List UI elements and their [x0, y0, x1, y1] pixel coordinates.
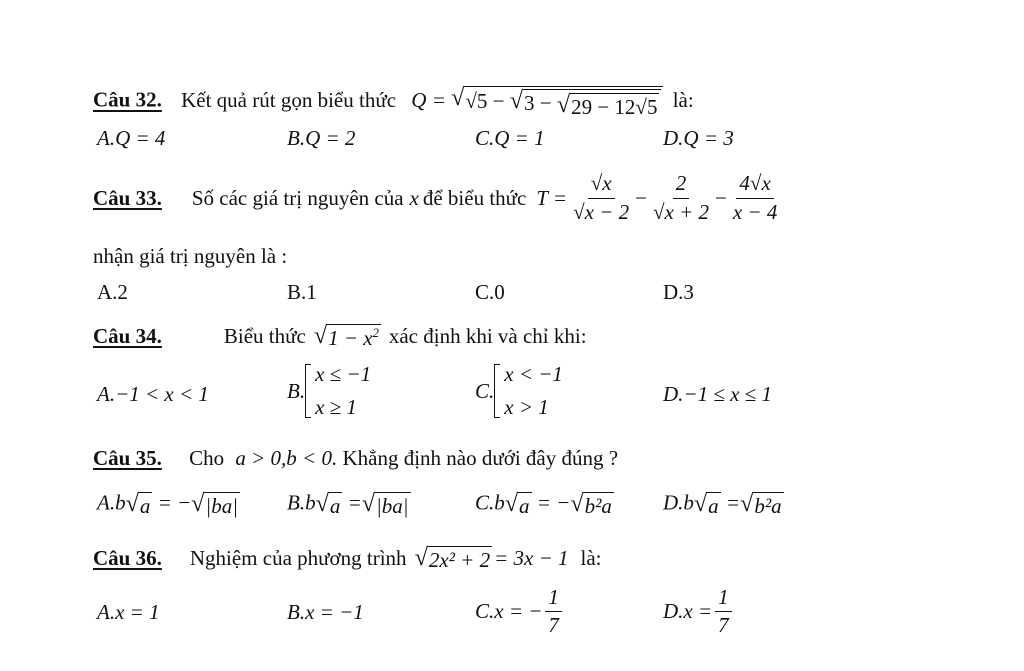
sqrt-icon: √ — [451, 84, 465, 111]
option-b[interactable]: B.x = −1 — [287, 600, 364, 624]
minus-sign: − — [635, 185, 647, 210]
sqrt-icon: √ — [414, 544, 428, 571]
expression-lhs: Q = — [411, 87, 446, 112]
question-suffix: là: — [672, 87, 694, 112]
option-a[interactable] — [97, 492, 240, 517]
fraction-1 — [570, 172, 632, 223]
sqrt-icon: √ — [191, 490, 205, 517]
option-prefix: D.b — [663, 490, 694, 515]
radicand: 2x² + 2 — [428, 548, 491, 572]
option-a[interactable]: A.Q = 4 — [97, 126, 166, 150]
radical-expression — [415, 546, 493, 571]
minus-sign: − — [715, 185, 727, 210]
condition-line: x ≥ 1 — [315, 395, 357, 419]
equation-rhs: = 3x − 1 — [494, 546, 569, 571]
option-b[interactable] — [287, 492, 411, 517]
question-text: Kết quả rút gọn biểu thức — [181, 87, 397, 112]
question-text: Biểu thức — [223, 324, 306, 349]
fraction — [715, 586, 732, 637]
option-d[interactable] — [663, 492, 784, 517]
question-label: Câu 34. — [93, 324, 162, 349]
radicand: b²a — [754, 494, 782, 518]
question-32 — [93, 86, 694, 118]
question-text-2: để biểu thức — [422, 185, 527, 210]
expression-lhs: T = — [536, 185, 568, 210]
sqrt-icon: √ — [693, 490, 708, 517]
fraction-2 — [650, 172, 712, 223]
sqrt-icon: √ — [504, 490, 519, 517]
fraction-3 — [730, 172, 781, 223]
radicand: a — [519, 494, 530, 518]
sqrt-icon: √ — [570, 490, 584, 517]
question-34 — [93, 324, 587, 349]
option-prefix: D.x = — [663, 599, 713, 624]
bracket-icon — [494, 364, 500, 418]
radicand: a — [139, 494, 151, 518]
equals: = — [725, 490, 741, 515]
option-prefix: B. — [287, 378, 306, 403]
condition-line: x < −1 — [504, 362, 563, 386]
question-text: Cho — [189, 446, 225, 470]
option-d[interactable]: D.3 — [663, 280, 694, 304]
fraction-numerator: √x — [588, 172, 615, 198]
question-text: Nghiệm của phương trình — [189, 546, 407, 571]
radical-outer: √5 − — [465, 89, 505, 114]
fraction-denominator: √x − 2 — [573, 199, 630, 224]
equals: = − — [157, 490, 192, 515]
nested-radical — [451, 86, 663, 118]
fraction-numerator: 4√x — [736, 172, 773, 198]
question-suffix: là: — [580, 546, 602, 571]
sqrt-icon: √ — [313, 322, 328, 349]
question-text-2: Khẳng định nào dưới đây đúng ? — [342, 446, 619, 470]
option-prefix: C. — [475, 378, 495, 403]
option-d[interactable]: D.Q = 3 — [663, 126, 734, 150]
sqrt-icon: √ — [125, 490, 139, 517]
fraction-numerator: 2 — [673, 172, 690, 198]
option-prefix: A.b — [97, 490, 126, 515]
sqrt-icon: √ — [315, 490, 329, 517]
fraction-numerator: 1 — [545, 586, 562, 612]
fraction-denominator: x − 4 — [732, 199, 778, 224]
equals: = − — [536, 490, 571, 515]
option-a[interactable]: A.2 — [97, 280, 128, 304]
radical-expression — [314, 324, 381, 349]
sqrt-icon: √ — [509, 87, 523, 114]
radicand: a — [708, 494, 719, 518]
radicand: |ba| — [205, 494, 238, 518]
option-c[interactable]: C.Q = 1 — [475, 126, 545, 150]
equals: = — [347, 490, 362, 515]
condition-line: x > 1 — [504, 395, 549, 419]
question-label: Câu 35. — [93, 446, 162, 470]
question-label: Câu 33. — [93, 185, 162, 210]
variable: x — [409, 185, 419, 210]
fraction — [545, 586, 562, 637]
question-33-line2: nhận giá trị nguyên là : — [93, 244, 288, 268]
bracket-icon — [305, 364, 311, 418]
sqrt-icon: √ — [556, 90, 571, 118]
option-d[interactable] — [663, 586, 735, 637]
option-b[interactable] — [287, 364, 371, 418]
question-36 — [93, 546, 602, 571]
option-c[interactable]: C.0 — [475, 280, 505, 304]
question-33 — [93, 168, 783, 228]
condition-line: x ≤ −1 — [315, 362, 372, 386]
radicand: a — [329, 494, 341, 518]
option-a[interactable]: A.−1 < x < 1 — [97, 382, 209, 406]
fraction-denominator: √x + 2 — [652, 199, 710, 224]
fraction-numerator: 1 — [715, 586, 732, 612]
option-b[interactable]: B.1 — [287, 280, 317, 304]
question-label: Câu 32. — [93, 87, 162, 112]
sqrt-icon: √ — [361, 490, 375, 517]
question-text: Số các giá trị nguyên của — [191, 185, 404, 210]
radicand: b²a — [584, 494, 612, 518]
option-c[interactable] — [475, 586, 565, 637]
option-d[interactable]: D.−1 ≤ x ≤ 1 — [663, 382, 772, 406]
radicand: |ba| — [376, 494, 409, 518]
question-label: Câu 36. — [93, 546, 162, 571]
radical-inner: 29 − 12√5 — [571, 94, 658, 119]
exponent: 2 — [372, 326, 379, 340]
condition: a > 0,b < 0. — [235, 446, 338, 470]
question-text-2: xác định khi và chỉ khi: — [388, 324, 587, 349]
option-b[interactable]: B.Q = 2 — [287, 126, 356, 150]
radical-mid: 3 − — [524, 91, 552, 115]
option-prefix: B.b — [287, 490, 316, 515]
option-prefix: C.b — [475, 490, 505, 515]
option-prefix: C.x = − — [475, 599, 543, 624]
question-35 — [93, 448, 618, 469]
option-c[interactable] — [475, 364, 563, 418]
sqrt-icon: √ — [740, 490, 754, 517]
option-c[interactable] — [475, 492, 614, 517]
option-a[interactable]: A.x = 1 — [97, 600, 160, 624]
fraction-denominator: 7 — [548, 613, 559, 638]
fraction-denominator: 7 — [718, 613, 729, 638]
radicand: 1 − x — [328, 326, 373, 350]
